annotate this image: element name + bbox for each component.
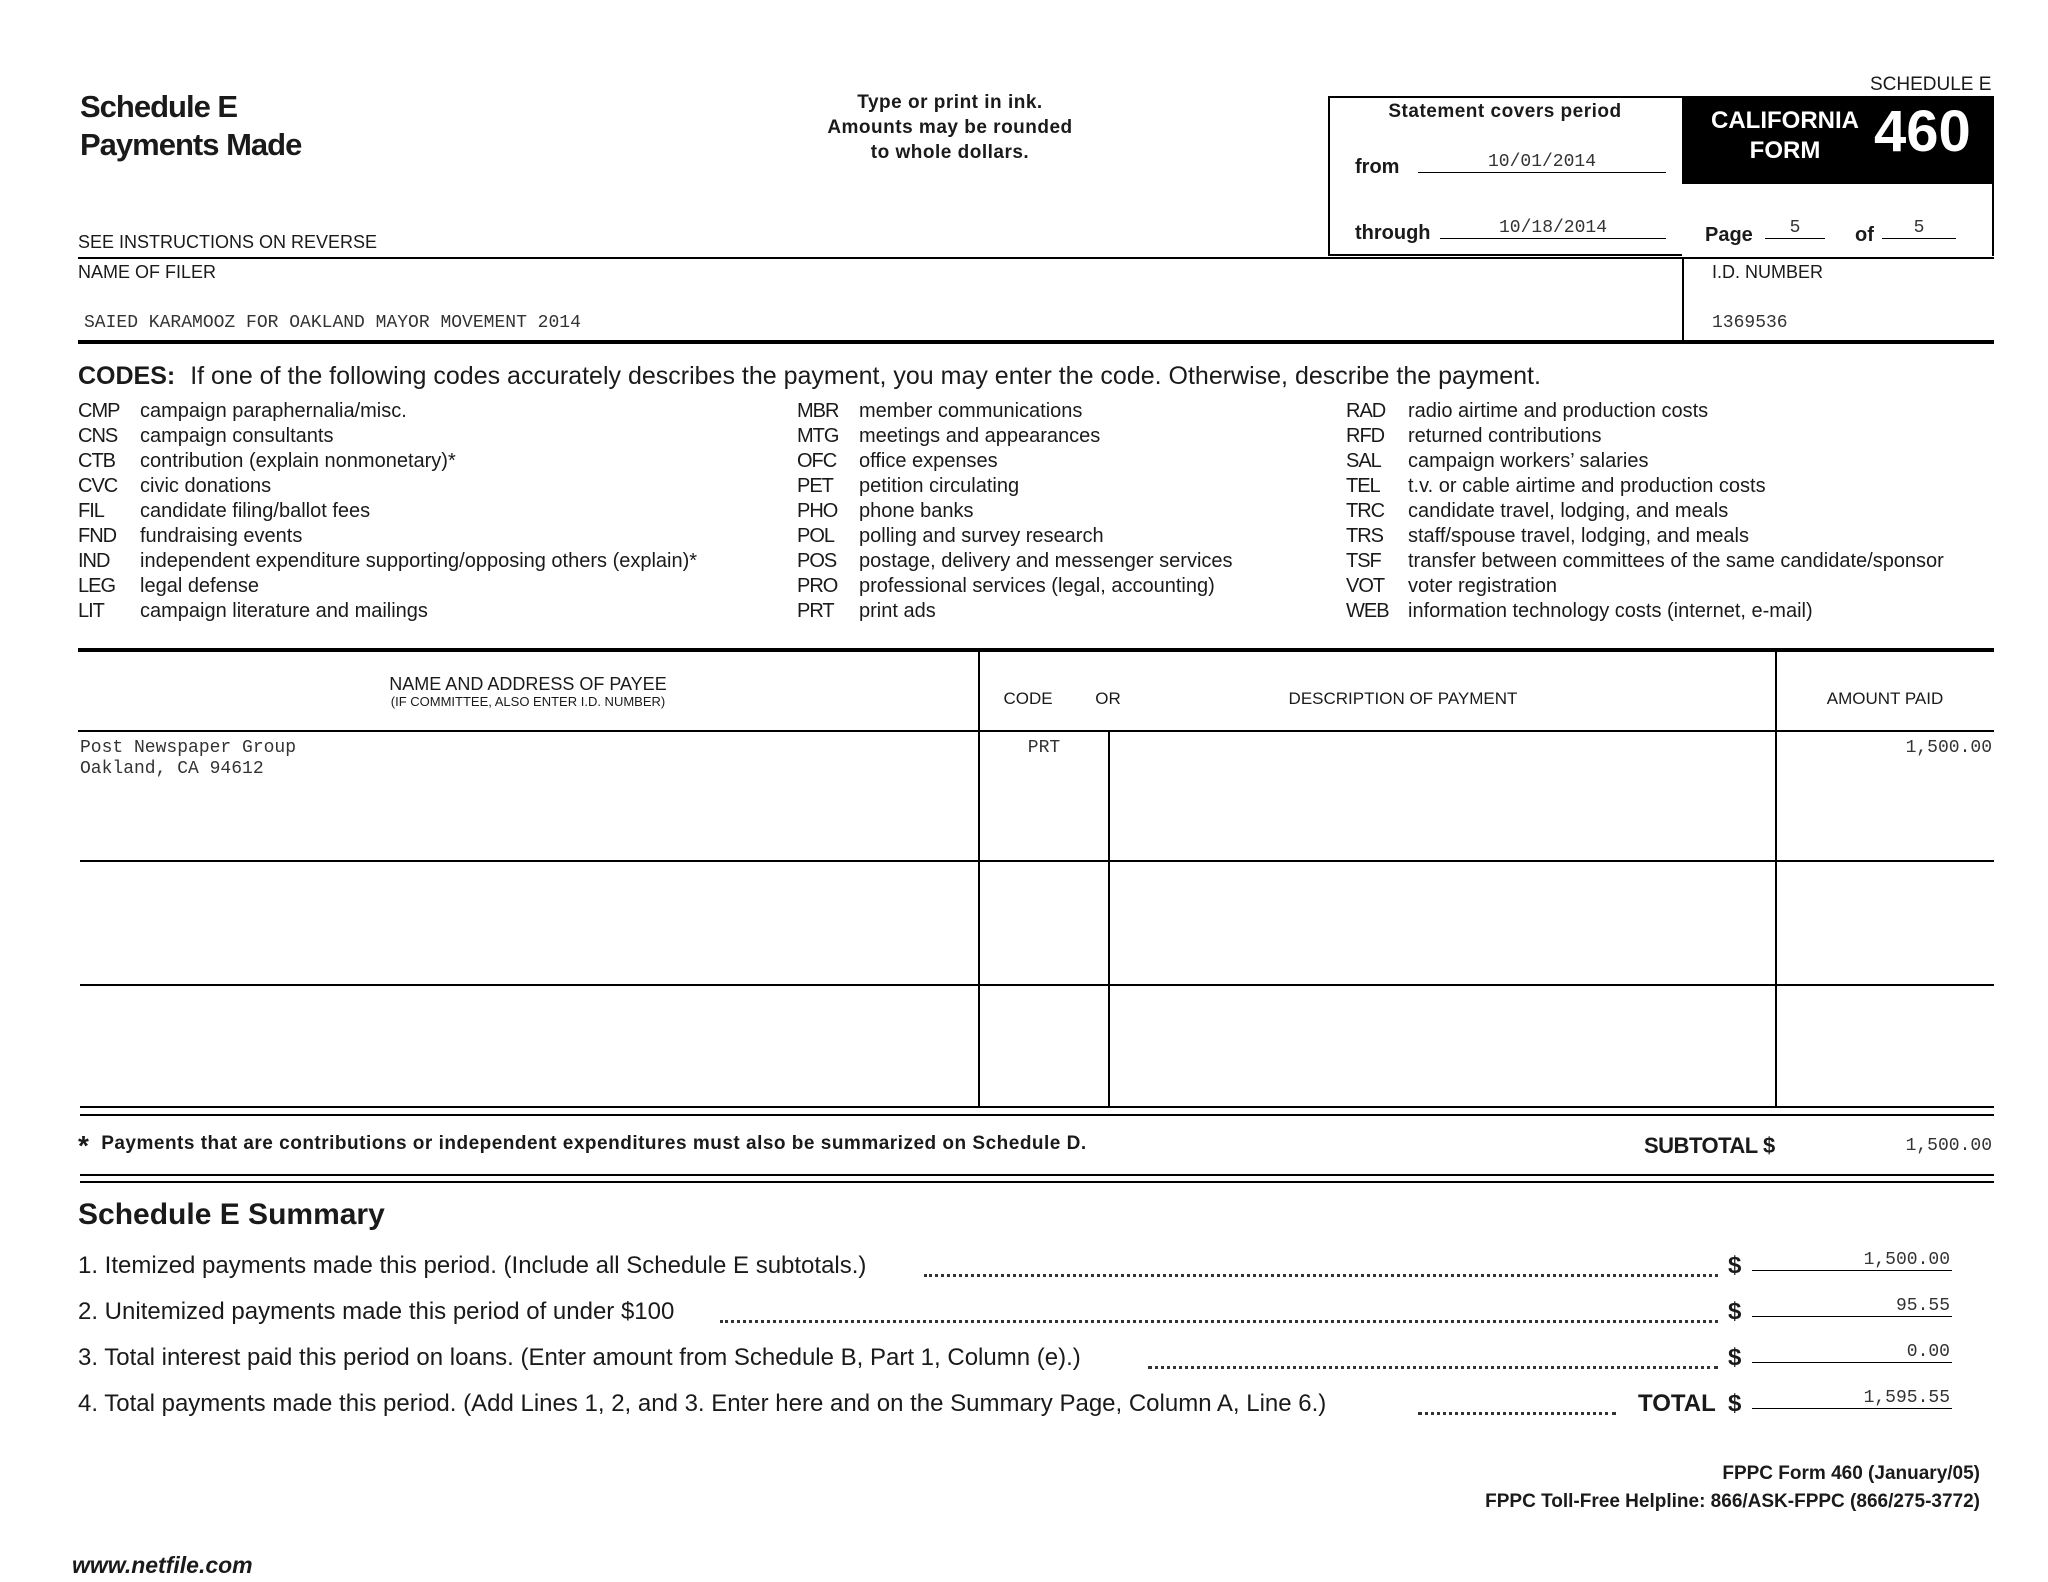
code-abbrev: TEL — [1346, 475, 1380, 497]
code-abbrev: RAD — [1346, 400, 1386, 422]
col-payee-header: NAME AND ADDRESS OF PAYEE — [389, 674, 667, 694]
summary-line-1-dollar: $ — [1728, 1252, 1742, 1279]
summary-title: Schedule E Summary — [78, 1198, 385, 1231]
col-payee-subheader: (IF COMMITTEE, ALSO ENTER I.D. NUMBER) — [390, 694, 666, 709]
code-abbrev: POL — [797, 525, 835, 547]
code-abbrev: SAL — [1346, 450, 1381, 472]
table-row-rule-2 — [80, 984, 1994, 986]
code-abbrev: CNS — [78, 425, 118, 447]
from-label: from — [1355, 156, 1400, 178]
code-description: member communications — [859, 400, 1083, 422]
from-date-field[interactable]: 10/01/2014 — [1418, 152, 1666, 173]
code-abbrev: RFD — [1346, 425, 1385, 447]
code-description: candidate travel, lodging, and meals — [1408, 500, 1729, 522]
code-abbrev: CTB — [78, 450, 115, 472]
table-top-rule — [78, 648, 1994, 652]
col-amount-header: AMOUNT PAID — [1826, 689, 1944, 708]
code-description: staff/spouse travel, lodging, and meals — [1408, 525, 1749, 547]
of-label: of — [1855, 224, 1874, 246]
code-abbrev: PRO — [797, 575, 838, 597]
schedule-label: SCHEDULE E — [1870, 74, 1992, 95]
col-description-header: DESCRIPTION OF PAYMENT — [1288, 689, 1518, 708]
code-abbrev: MTG — [797, 425, 839, 447]
payee-line2-field[interactable]: Oakland, CA 94612 — [80, 759, 264, 779]
ink-line2: Amounts may be rounded — [827, 117, 1073, 138]
schedule-d-footnote — [78, 1130, 1087, 1162]
code-description: fundraising events — [140, 525, 303, 547]
fppc-footer — [1380, 1460, 1980, 1516]
fppc-helpline: FPPC Toll-Free Helpline: 866/ASK-FPPC (866/275-3772) — [1485, 1491, 1980, 1512]
summary-line-4-dollar: $ — [1728, 1390, 1742, 1417]
codes-intro: If one of the following codes accurately describes the payment, you may enter the code. Otherwise, describe the payment. — [190, 362, 1541, 390]
filer-bottom-rule — [78, 340, 1994, 344]
table-bottom-rule-1 — [80, 1106, 1994, 1108]
page-field[interactable]: 5 — [1765, 218, 1825, 239]
code-description: returned contributions — [1408, 425, 1602, 447]
code-description: transfer between committees of the same candidate/sponsor — [1408, 550, 1944, 572]
code-abbrev: OFC — [797, 450, 837, 472]
code-abbrev: IND — [78, 550, 110, 572]
code-description: legal defense — [140, 575, 259, 597]
summary-line-2-field[interactable]: 95.55 — [1752, 1296, 1952, 1317]
netfile-link[interactable]: www.netfile.com — [72, 1552, 253, 1578]
code-description: campaign paraphernalia/misc. — [140, 400, 407, 422]
code-description: civic donations — [140, 475, 272, 497]
footnote-star: * — [78, 1130, 90, 1161]
code-description: campaign literature and mailings — [140, 600, 428, 622]
id-number-label: I.D. NUMBER — [1712, 262, 1824, 282]
code-abbrev: TRC — [1346, 500, 1385, 522]
california-form-text — [1690, 106, 1880, 166]
code-description: polling and survey research — [859, 525, 1104, 547]
form-label: FORM — [1749, 137, 1821, 164]
form-title-line2: Payments Made — [80, 127, 302, 162]
page-label: Page — [1705, 224, 1753, 246]
summary-total-label: TOTAL — [1638, 1390, 1716, 1417]
codes-heading — [78, 362, 1541, 391]
table-divider-amount — [1775, 652, 1777, 1107]
col-or-header: OR — [1095, 689, 1121, 708]
code-abbrev: CVC — [78, 475, 118, 497]
fppc-form-version: FPPC Form 460 (January/05) — [1722, 1463, 1980, 1484]
summary-line-4-text: 4. Total payments made this period. (Add Lines 1, 2, and 3. Enter here and on the Summary Page, Column A, Line 6.) — [78, 1390, 1327, 1417]
code-abbrev: TRS — [1346, 525, 1383, 547]
code-description: candidate filing/ballot fees — [140, 500, 371, 522]
code-description: professional services (legal, accounting) — [859, 575, 1215, 597]
table-header-rule — [78, 730, 1994, 732]
col-code-header: CODE — [1003, 689, 1053, 708]
through-date-field[interactable]: 10/18/2014 — [1440, 218, 1666, 239]
code-description: voter registration — [1408, 575, 1557, 597]
code-abbrev: FIL — [78, 500, 104, 522]
code-description: campaign workers’ salaries — [1408, 450, 1649, 472]
code-description: radio airtime and production costs — [1408, 400, 1709, 422]
name-of-filer-label: NAME OF FILER — [78, 262, 217, 282]
summary-line-4-leader — [1418, 1412, 1616, 1415]
ink-line3: to whole dollars. — [870, 142, 1030, 163]
summary-line-3-leader — [1148, 1366, 1718, 1369]
code-abbrev: LEG — [78, 575, 116, 597]
code-abbrev: MBR — [797, 400, 839, 422]
footnote-text: Payments that are contributions or independent expenditures must also be summarized on Schedule D. — [101, 1133, 1087, 1154]
subtotal-field[interactable]: 1,500.00 — [1905, 1136, 1992, 1156]
table-divider-payee — [978, 652, 980, 1107]
form-number: 460 — [1874, 99, 1971, 164]
ink-instructions — [780, 90, 1120, 165]
summary-line-4-field[interactable]: 1,595.55 — [1752, 1388, 1952, 1409]
form-title — [80, 88, 301, 164]
code-description: postage, delivery and messenger services — [859, 550, 1233, 572]
code-description: office expenses — [859, 450, 998, 472]
subtotal-rule-1 — [80, 1174, 1994, 1176]
page-total-field[interactable]: 5 — [1882, 218, 1956, 239]
code-field[interactable]: PRT — [1027, 738, 1061, 758]
code-description: t.v. or cable airtime and production costs — [1408, 475, 1766, 497]
summary-line-2-dollar: $ — [1728, 1298, 1742, 1325]
summary-line-1-text: 1. Itemized payments made this period. (Include all Schedule E subtotals.) — [78, 1252, 867, 1279]
payee-line1-field[interactable]: Post Newspaper Group — [80, 738, 297, 758]
subtotal-label: SUBTOTAL $ — [1644, 1133, 1775, 1158]
code-description: meetings and appearances — [859, 425, 1101, 447]
summary-line-2-leader — [720, 1320, 1718, 1323]
id-divider — [1682, 257, 1684, 343]
summary-line-1-leader — [924, 1274, 1718, 1277]
code-description: independent expenditure supporting/opposing others (explain)* — [140, 550, 698, 572]
code-description: contribution (explain nonmonetary)* — [140, 450, 456, 472]
codes-label: CODES: — [78, 362, 176, 390]
through-label: through — [1355, 222, 1431, 244]
summary-line-1-field[interactable]: 1,500.00 — [1752, 1250, 1952, 1271]
code-abbrev: VOT — [1346, 575, 1385, 597]
code-abbrev: PET — [797, 475, 833, 497]
code-description: petition circulating — [859, 475, 1020, 497]
ink-line1: Type or print in ink. — [857, 92, 1043, 113]
code-abbrev: TSF — [1346, 550, 1381, 572]
code-abbrev: PRT — [797, 600, 834, 622]
code-description: phone banks — [859, 500, 974, 522]
id-number-field[interactable]: 1369536 — [1712, 313, 1788, 333]
form-title-line1: Schedule E — [80, 89, 238, 124]
california-label: CALIFORNIA — [1711, 107, 1859, 134]
code-description: print ads — [859, 600, 936, 622]
code-abbrev: CMP — [78, 400, 120, 422]
code-abbrev: PHO — [797, 500, 838, 522]
code-description: campaign consultants — [140, 425, 334, 447]
table-bottom-rule-2 — [80, 1114, 1994, 1116]
period-title: Statement covers period — [1388, 101, 1622, 122]
see-instructions: SEE INSTRUCTIONS ON REVERSE — [78, 232, 378, 252]
table-row-rule-1 — [80, 860, 1994, 862]
summary-line-2-text: 2. Unitemized payments made this period of under $100 — [78, 1298, 675, 1325]
code-abbrev: POS — [797, 550, 837, 572]
code-abbrev: WEB — [1346, 600, 1389, 622]
summary-line-3-text: 3. Total interest paid this period on loans. (Enter amount from Schedule B, Part 1, Column (e).) — [78, 1344, 1081, 1371]
filer-top-rule — [78, 257, 1994, 259]
amount-paid-field[interactable]: 1,500.00 — [1905, 738, 1992, 758]
code-abbrev: LIT — [78, 600, 104, 622]
name-of-filer-field[interactable]: SAIED KARAMOOZ FOR OAKLAND MAYOR MOVEMENT 2014 — [84, 313, 581, 333]
code-description: information technology costs (internet, e-mail) — [1408, 600, 1813, 622]
summary-line-3-field[interactable]: 0.00 — [1752, 1342, 1952, 1363]
subtotal-rule-2 — [80, 1181, 1994, 1183]
summary-line-3-dollar: $ — [1728, 1344, 1742, 1371]
code-abbrev: FND — [78, 525, 117, 547]
table-divider-code — [1108, 730, 1110, 1107]
